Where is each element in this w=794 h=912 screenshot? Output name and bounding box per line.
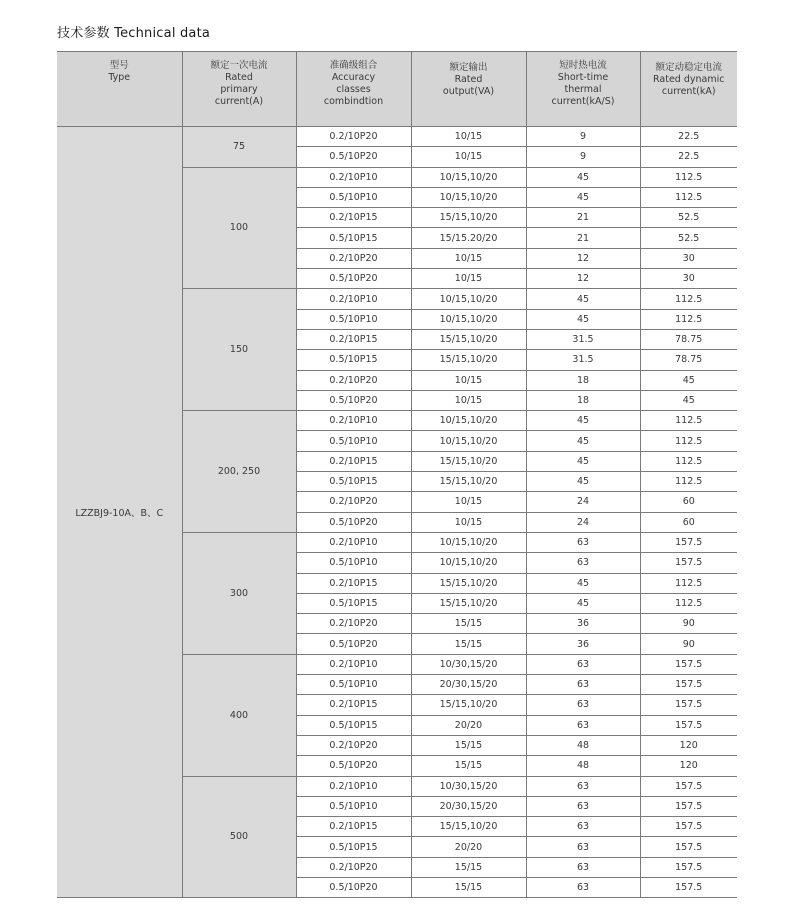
thermal-cell: 36 — [526, 614, 640, 634]
dynamic-cell: 78.75 — [640, 350, 737, 370]
accuracy-cell: 0.5/10P15 — [296, 715, 411, 735]
thermal-cell: 63 — [526, 776, 640, 796]
header-thermal — [526, 52, 640, 127]
accuracy-cell: 0.2/10P20 — [296, 857, 411, 877]
output-cell: 10/15,10/20 — [411, 553, 526, 573]
thermal-cell: 45 — [526, 411, 640, 431]
output-cell: 20/30,15/20 — [411, 796, 526, 816]
thermal-cell: 9 — [526, 127, 640, 147]
technical-data-table — [57, 51, 737, 898]
rated-current-cell: 300 — [182, 532, 296, 654]
dynamic-cell: 52.5 — [640, 208, 737, 228]
thermal-cell: 21 — [526, 208, 640, 228]
header-accuracy — [296, 52, 411, 127]
header-accuracy-en-2: classes — [336, 84, 371, 95]
dynamic-cell: 112.5 — [640, 167, 737, 187]
table-row — [57, 127, 737, 147]
output-cell: 10/30,15/20 — [411, 776, 526, 796]
thermal-cell: 63 — [526, 695, 640, 715]
header-output-en-2: output(VA) — [442, 86, 495, 97]
header-type-cn: 型号 — [109, 60, 129, 71]
thermal-cell: 45 — [526, 451, 640, 471]
thermal-cell: 45 — [526, 593, 640, 613]
accuracy-cell: 0.5/10P15 — [296, 837, 411, 857]
dynamic-cell: 157.5 — [640, 796, 737, 816]
dynamic-cell: 52.5 — [640, 228, 737, 248]
thermal-cell: 63 — [526, 675, 640, 695]
output-cell: 15/15 — [411, 614, 526, 634]
output-cell: 15/15 — [411, 634, 526, 654]
dynamic-cell: 157.5 — [640, 776, 737, 796]
output-cell: 10/15,10/20 — [411, 289, 526, 309]
accuracy-cell: 0.2/10P10 — [296, 289, 411, 309]
output-cell: 10/15,10/20 — [411, 532, 526, 552]
thermal-cell: 18 — [526, 390, 640, 410]
header-dynamic-cn: 额定动稳定电流 — [655, 62, 722, 73]
dynamic-cell: 112.5 — [640, 573, 737, 593]
dynamic-cell: 120 — [640, 735, 737, 755]
output-cell: 15/15 — [411, 857, 526, 877]
dynamic-cell: 90 — [640, 634, 737, 654]
header-thermal-cn: 短时热电流 — [559, 60, 607, 71]
accuracy-cell: 0.2/10P20 — [296, 735, 411, 755]
accuracy-cell: 0.2/10P10 — [296, 776, 411, 796]
accuracy-cell: 0.2/10P10 — [296, 654, 411, 674]
accuracy-cell: 0.2/10P15 — [296, 208, 411, 228]
accuracy-cell: 0.5/10P20 — [296, 269, 411, 289]
header-current-en-3: current(A) — [214, 96, 264, 107]
output-cell: 10/15,10/20 — [411, 431, 526, 451]
header-type-en: Type — [108, 72, 131, 83]
dynamic-cell: 120 — [640, 756, 737, 776]
accuracy-cell: 0.2/10P15 — [296, 695, 411, 715]
thermal-cell: 63 — [526, 715, 640, 735]
thermal-cell: 48 — [526, 756, 640, 776]
thermal-cell: 36 — [526, 634, 640, 654]
dynamic-cell: 112.5 — [640, 309, 737, 329]
dynamic-cell: 112.5 — [640, 289, 737, 309]
header-accuracy-en-1: Accuracy — [331, 72, 376, 83]
output-cell: 10/15,10/20 — [411, 411, 526, 431]
output-cell: 10/15 — [411, 390, 526, 410]
accuracy-cell: 0.2/10P20 — [296, 370, 411, 390]
accuracy-cell: 0.5/10P15 — [296, 228, 411, 248]
thermal-cell: 24 — [526, 492, 640, 512]
dynamic-cell: 30 — [640, 248, 737, 268]
thermal-cell: 63 — [526, 877, 640, 897]
accuracy-cell: 0.5/10P20 — [296, 877, 411, 897]
output-cell: 15/15,10/20 — [411, 472, 526, 492]
rated-current-cell: 75 — [182, 127, 296, 168]
thermal-cell: 45 — [526, 573, 640, 593]
thermal-cell: 63 — [526, 796, 640, 816]
accuracy-cell: 0.5/10P10 — [296, 431, 411, 451]
rated-current-cell: 200, 250 — [182, 411, 296, 533]
dynamic-cell: 157.5 — [640, 553, 737, 573]
header-thermal-en-1: Short-time — [557, 72, 609, 83]
thermal-cell: 24 — [526, 512, 640, 532]
accuracy-cell: 0.5/10P20 — [296, 147, 411, 167]
header-output — [411, 52, 526, 127]
accuracy-cell: 0.5/10P10 — [296, 553, 411, 573]
output-cell: 10/15,10/20 — [411, 167, 526, 187]
header-dynamic-en-2: current(kA) — [661, 86, 716, 97]
dynamic-cell: 112.5 — [640, 187, 737, 207]
header-accuracy-cn: 准确级组合 — [329, 60, 378, 71]
model-cell: LZZBJ9-10A、B、C — [57, 127, 182, 898]
dynamic-cell: 157.5 — [640, 715, 737, 735]
header-type — [57, 52, 182, 127]
header-current — [182, 52, 296, 127]
output-cell: 10/30,15/20 — [411, 654, 526, 674]
thermal-cell: 45 — [526, 289, 640, 309]
dynamic-cell: 112.5 — [640, 451, 737, 471]
rated-current-cell: 100 — [182, 167, 296, 289]
output-cell: 15/15,10/20 — [411, 817, 526, 837]
dynamic-cell: 45 — [640, 390, 737, 410]
output-cell: 15/15,10/20 — [411, 451, 526, 471]
thermal-cell: 48 — [526, 735, 640, 755]
dynamic-cell: 157.5 — [640, 654, 737, 674]
accuracy-cell: 0.5/10P20 — [296, 756, 411, 776]
dynamic-cell: 45 — [640, 370, 737, 390]
thermal-cell: 63 — [526, 654, 640, 674]
thermal-cell: 45 — [526, 187, 640, 207]
thermal-cell: 45 — [526, 167, 640, 187]
header-output-cn: 额定输出 — [449, 62, 488, 73]
table-header — [57, 52, 737, 127]
dynamic-cell: 60 — [640, 492, 737, 512]
dynamic-cell: 112.5 — [640, 593, 737, 613]
accuracy-cell: 0.5/10P20 — [296, 512, 411, 532]
accuracy-cell: 0.5/10P20 — [296, 390, 411, 410]
accuracy-cell: 0.2/10P15 — [296, 451, 411, 471]
thermal-cell: 63 — [526, 532, 640, 552]
thermal-cell: 45 — [526, 309, 640, 329]
thermal-cell: 63 — [526, 553, 640, 573]
rated-current-cell: 150 — [182, 289, 296, 411]
accuracy-cell: 0.5/10P10 — [296, 675, 411, 695]
thermal-cell: 12 — [526, 269, 640, 289]
accuracy-cell: 0.2/10P10 — [296, 167, 411, 187]
header-accuracy-en-3: combindtion — [323, 96, 384, 107]
dynamic-cell: 157.5 — [640, 532, 737, 552]
thermal-cell: 45 — [526, 431, 640, 451]
header-dynamic — [640, 52, 737, 127]
accuracy-cell: 0.5/10P10 — [296, 796, 411, 816]
dynamic-cell: 157.5 — [640, 817, 737, 837]
dynamic-cell: 30 — [640, 269, 737, 289]
output-cell: 15/15,10/20 — [411, 329, 526, 349]
accuracy-cell: 0.2/10P15 — [296, 573, 411, 593]
header-thermal-en-2: thermal — [564, 84, 602, 95]
output-cell: 15/15 — [411, 877, 526, 897]
accuracy-cell: 0.5/10P20 — [296, 634, 411, 654]
thermal-cell: 18 — [526, 370, 640, 390]
accuracy-cell: 0.2/10P15 — [296, 329, 411, 349]
output-cell: 10/15 — [411, 512, 526, 532]
dynamic-cell: 22.5 — [640, 127, 737, 147]
dynamic-cell: 157.5 — [640, 675, 737, 695]
dynamic-cell: 112.5 — [640, 411, 737, 431]
thermal-cell: 63 — [526, 857, 640, 877]
accuracy-cell: 0.5/10P10 — [296, 309, 411, 329]
output-cell: 10/15,10/20 — [411, 187, 526, 207]
output-cell: 15/15 — [411, 756, 526, 776]
dynamic-cell: 112.5 — [640, 431, 737, 451]
accuracy-cell: 0.2/10P20 — [296, 127, 411, 147]
accuracy-cell: 0.5/10P10 — [296, 187, 411, 207]
rated-current-cell: 400 — [182, 654, 296, 776]
accuracy-cell: 0.2/10P20 — [296, 492, 411, 512]
thermal-cell: 21 — [526, 228, 640, 248]
output-cell: 15/15,10/20 — [411, 593, 526, 613]
thermal-cell: 12 — [526, 248, 640, 268]
output-cell: 10/15,10/20 — [411, 309, 526, 329]
header-dynamic-en-1: Rated dynamic — [653, 74, 725, 85]
accuracy-cell: 0.2/10P20 — [296, 614, 411, 634]
output-cell: 15/15 — [411, 735, 526, 755]
dynamic-cell: 78.75 — [640, 329, 737, 349]
output-cell: 20/30,15/20 — [411, 675, 526, 695]
dynamic-cell: 157.5 — [640, 877, 737, 897]
thermal-cell: 45 — [526, 472, 640, 492]
accuracy-cell: 0.2/10P20 — [296, 248, 411, 268]
output-cell: 10/15 — [411, 248, 526, 268]
output-cell: 15/15,10/20 — [411, 350, 526, 370]
header-output-en-1: Rated — [454, 74, 483, 85]
dynamic-cell: 22.5 — [640, 147, 737, 167]
dynamic-cell: 157.5 — [640, 695, 737, 715]
header-current-en-2: primary — [220, 84, 258, 95]
output-cell: 10/15 — [411, 269, 526, 289]
table-body — [57, 127, 737, 898]
accuracy-cell: 0.5/10P15 — [296, 350, 411, 370]
output-cell: 20/20 — [411, 715, 526, 735]
header-current-cn: 额定一次电流 — [210, 60, 268, 71]
thermal-cell: 31.5 — [526, 350, 640, 370]
rated-current-cell: 500 — [182, 776, 296, 898]
accuracy-cell: 0.5/10P15 — [296, 472, 411, 492]
output-cell: 15/15.20/20 — [411, 228, 526, 248]
thermal-cell: 63 — [526, 837, 640, 857]
accuracy-cell: 0.2/10P15 — [296, 817, 411, 837]
output-cell: 20/20 — [411, 837, 526, 857]
thermal-cell: 31.5 — [526, 329, 640, 349]
output-cell: 15/15,10/20 — [411, 208, 526, 228]
output-cell: 10/15 — [411, 370, 526, 390]
header-current-en-1: Rated — [225, 72, 253, 83]
page-title: 技术参数 Technical data — [57, 26, 211, 41]
accuracy-cell: 0.5/10P15 — [296, 593, 411, 613]
dynamic-cell: 112.5 — [640, 472, 737, 492]
output-cell: 10/15 — [411, 147, 526, 167]
accuracy-cell: 0.2/10P10 — [296, 532, 411, 552]
output-cell: 10/15 — [411, 492, 526, 512]
thermal-cell: 9 — [526, 147, 640, 167]
output-cell: 10/15 — [411, 127, 526, 147]
thermal-cell: 63 — [526, 817, 640, 837]
dynamic-cell: 60 — [640, 512, 737, 532]
output-cell: 15/15,10/20 — [411, 573, 526, 593]
output-cell: 15/15,10/20 — [411, 695, 526, 715]
dynamic-cell: 90 — [640, 614, 737, 634]
accuracy-cell: 0.2/10P10 — [296, 411, 411, 431]
dynamic-cell: 157.5 — [640, 837, 737, 857]
header-thermal-en-3: current(kA/S) — [551, 96, 615, 107]
dynamic-cell: 157.5 — [640, 857, 737, 877]
